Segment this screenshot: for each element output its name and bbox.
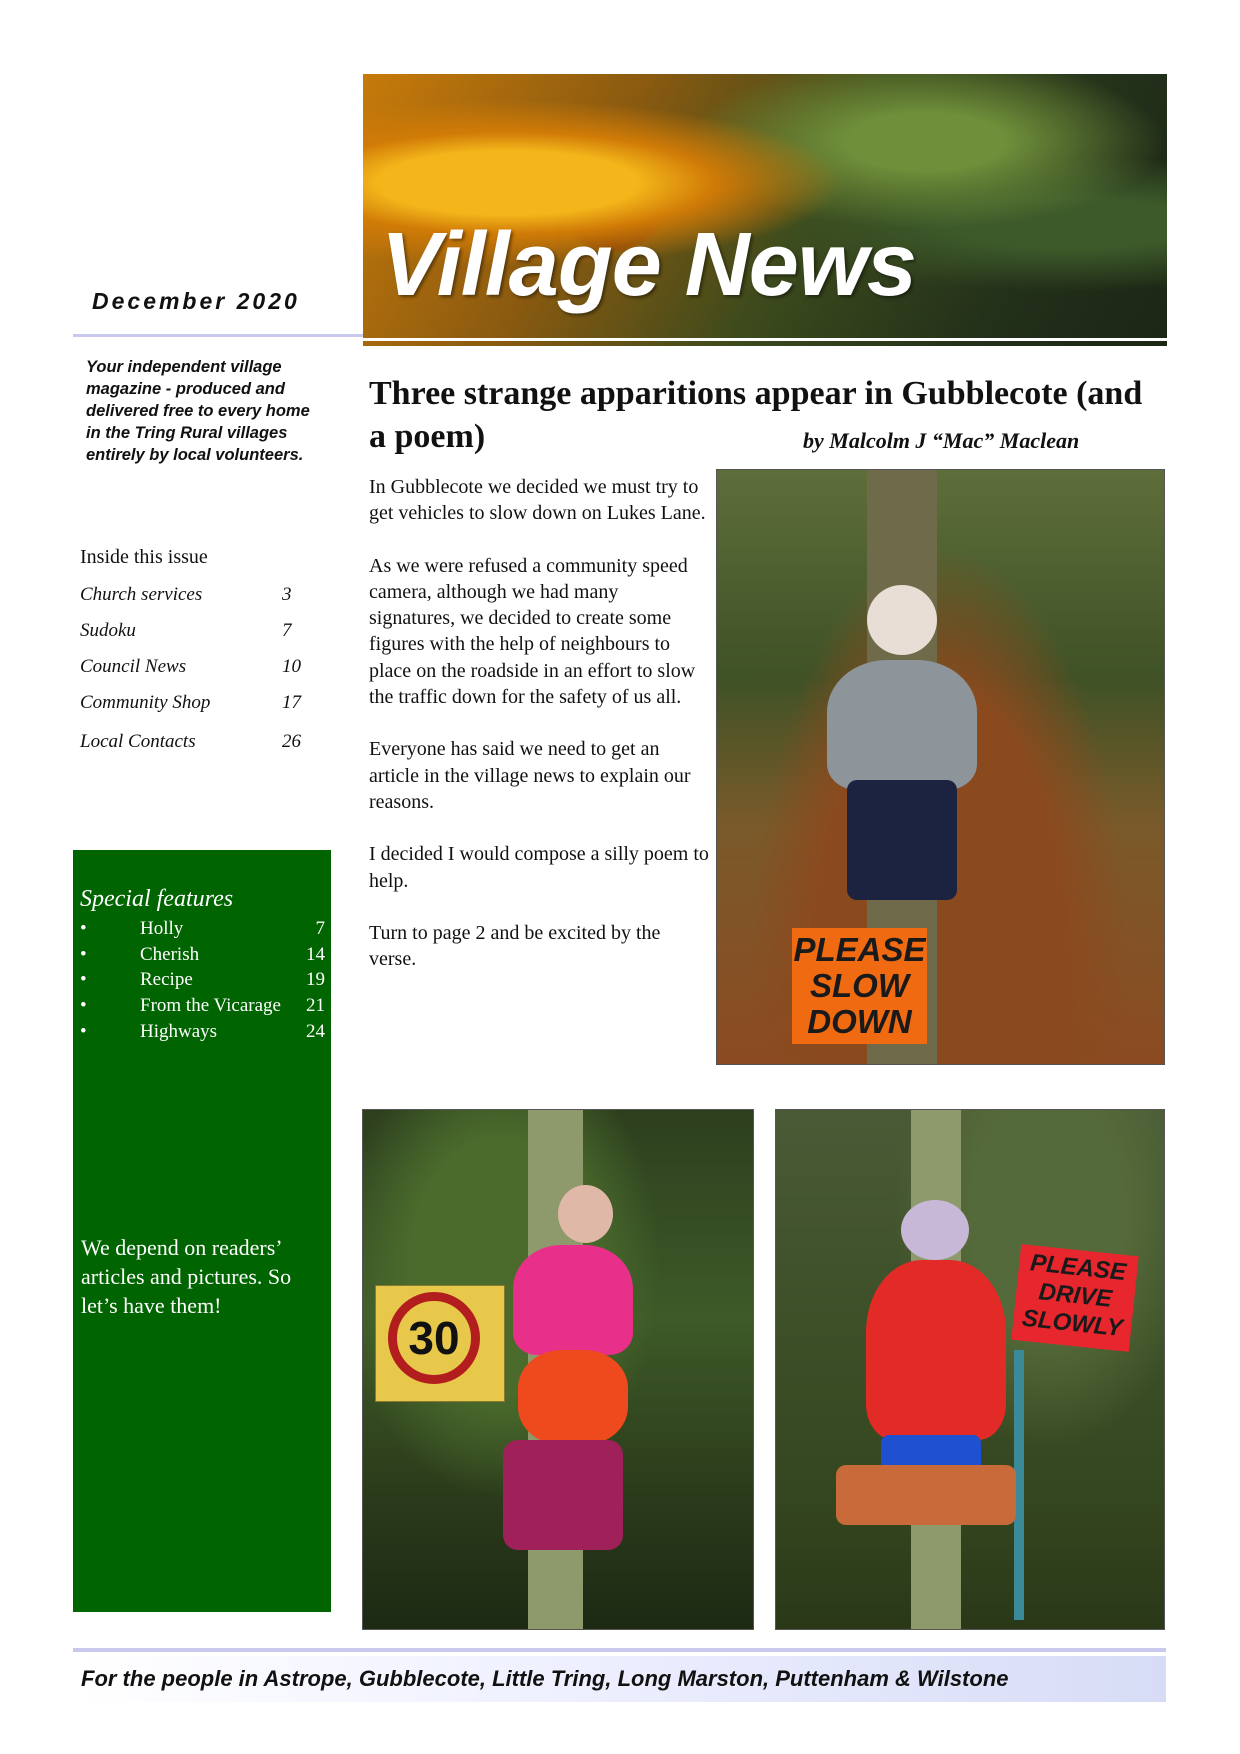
scarecrow-boots: [836, 1465, 1016, 1525]
bullet-icon: •: [80, 944, 87, 965]
masthead-banner: [363, 74, 1167, 346]
feature-item-page: 14: [306, 944, 325, 965]
scarecrow-head: [558, 1185, 613, 1243]
toc-item-page: 26: [282, 731, 301, 752]
scarecrow-head: [901, 1200, 969, 1260]
article-headline: Three strange apparitions appear in Gubblecote (and a poem): [369, 375, 1143, 455]
special-features-heading: Special features: [80, 886, 234, 912]
toc-item-label: Community Shop: [80, 692, 211, 713]
footer-villages: For the people in Astrope, Gubblecote, Little Tring, Long Marston, Puttenham & Wilstone: [81, 1666, 1009, 1691]
feature-item-page: 24: [306, 1021, 325, 1042]
feature-item-page: 7: [315, 918, 325, 939]
article-paragraph: In Gubblecote we decided we must try to get vehicles to slow down on Lukes Lane.: [369, 476, 706, 525]
scarecrow-coat: [866, 1260, 1006, 1440]
toc-item-page: 17: [282, 692, 301, 713]
bullet-icon: •: [80, 918, 87, 939]
article-paragraph: I decided I would compose a silly poem to help.: [369, 843, 709, 892]
footer-band: [73, 1656, 1166, 1702]
bullet-icon: •: [80, 969, 87, 990]
scarecrow-body: [827, 660, 977, 790]
article-body: [369, 474, 709, 998]
toc-item-label: Local Contacts: [80, 731, 196, 752]
feature-item-label: Recipe: [140, 969, 193, 990]
please-drive-slowly-sign: PLEASE DRIVE SLOWLY: [1011, 1244, 1138, 1352]
toc-item-label: Council News: [80, 656, 187, 677]
toc-item-page: 7: [282, 620, 292, 641]
feature-item-label: From the Vicarage: [140, 995, 281, 1016]
readers-appeal: We depend on readers’ articles and pictures. So let’s have them!: [81, 1235, 292, 1318]
special-features-panel: [73, 850, 331, 1612]
footer-divider: [73, 1648, 1166, 1652]
bullet-icon: •: [80, 1021, 87, 1042]
scarecrow-head: [867, 585, 937, 655]
feature-item-page: 19: [306, 969, 325, 990]
toc-item-label: Church services: [80, 584, 203, 605]
inside-issue-heading: Inside this issue: [80, 546, 208, 568]
scarecrow-tree-photo: [716, 469, 1165, 1065]
feature-item-label: Cherish: [140, 944, 200, 965]
article-paragraph: As we were refused a community speed camera, although we had many signatures, we decided to create some figures with the help of neighbours to place on the roadside in an effort to slow the traffic down for the safety of us all.: [369, 554, 696, 709]
please-slow-down-sign: PLEASE SLOW DOWN: [792, 928, 927, 1044]
scarecrow-skirt: [518, 1350, 628, 1445]
tagline: Your independent village magazine - produced and delivered free to every home in the Tring Rural villages entirely by local volunteers.: [86, 358, 310, 464]
masthead-title: Village News: [381, 215, 916, 315]
scarecrow-legs: [847, 780, 957, 900]
left-divider: [73, 334, 363, 337]
feature-item-label: Holly: [140, 918, 184, 939]
bullet-icon: •: [80, 995, 87, 1016]
speed-sign-board: [375, 1285, 505, 1402]
masthead-divider: [363, 338, 1167, 341]
toc-item-page: 10: [282, 656, 301, 677]
toc-item-page: 3: [282, 584, 292, 605]
article-paragraph: Turn to page 2 and be excited by the verse.: [369, 921, 661, 971]
toc-item-label: Sudoku: [80, 620, 136, 641]
feature-item-page: 21: [306, 995, 325, 1016]
scarecrow-drive-slowly-photo: [775, 1109, 1165, 1630]
article-paragraph: Everyone has said we need to get an article in the village news to explain our reasons.: [369, 738, 691, 813]
scarecrow-30-sign-photo: [362, 1109, 754, 1630]
scarecrow-top: [513, 1245, 633, 1355]
article-byline: by Malcolm J “Mac” Maclean: [803, 428, 1080, 453]
issue-date: December 2020: [92, 288, 300, 314]
feature-item-label: Highways: [140, 1021, 218, 1042]
speed-limit-30: 30: [388, 1292, 480, 1384]
scarecrow-legs: [503, 1440, 623, 1550]
